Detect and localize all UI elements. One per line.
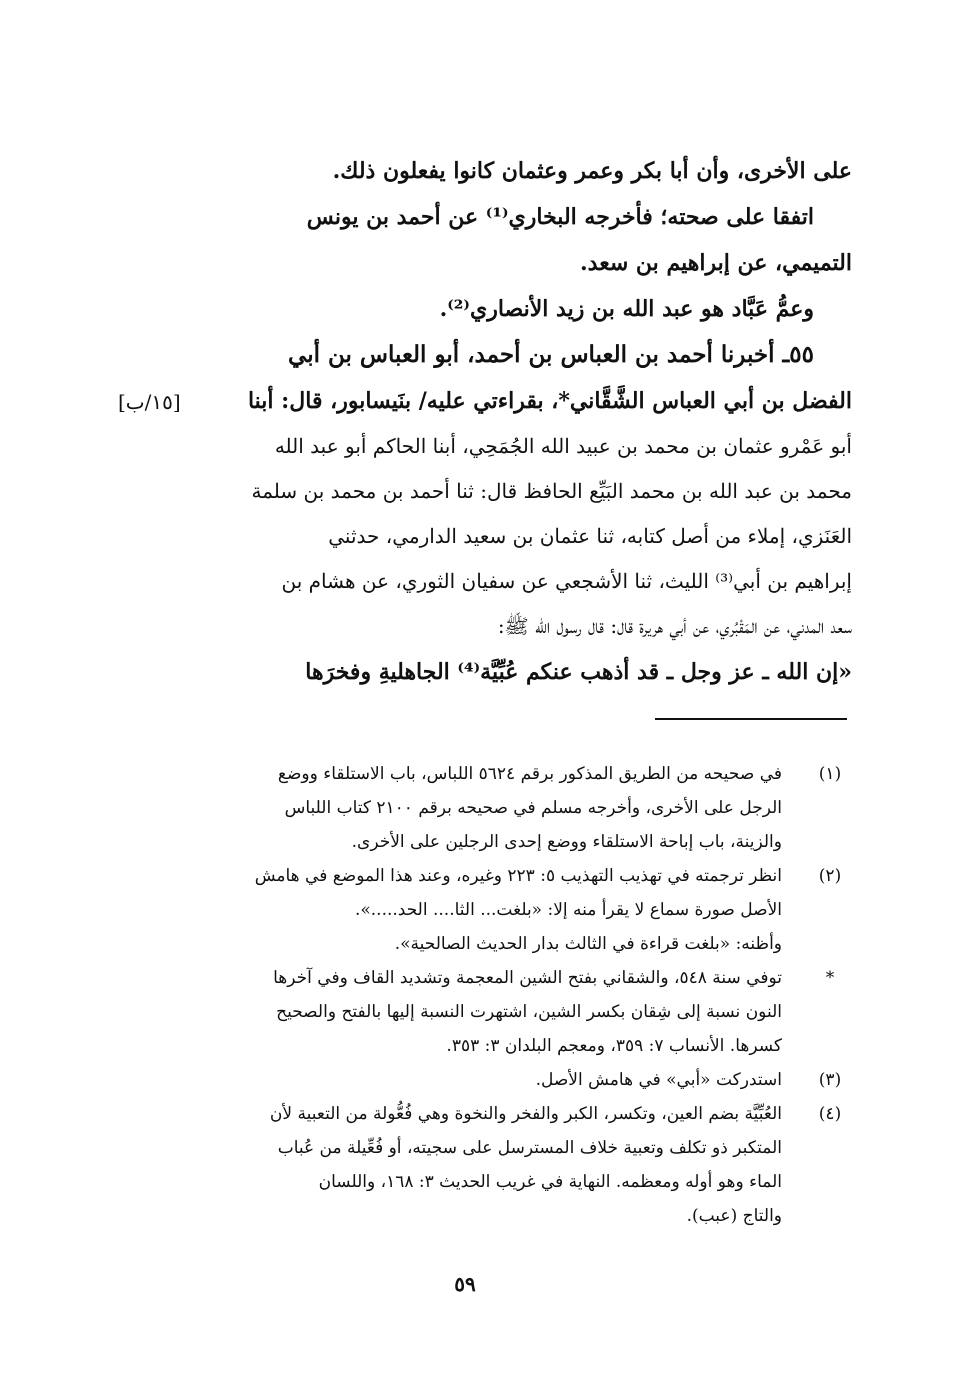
footnote-number: * <box>825 968 835 988</box>
footnote-line: انظر ترجمته في تهذيب التهذيب ٥: ٢٢٣ وغيره، وعند هذا الموضع في هامش <box>254 866 782 886</box>
footnote-divider <box>655 718 847 720</box>
footnote-star <box>232 961 852 1063</box>
main-line-1: على الأخرى، وأن أبا بكر وعمر وعثمان كانوا يفعلون ذلك. <box>332 158 852 184</box>
main-line-10: إبراهيم بن أبي⁽³⁾ الليث، ثنا الأشجعي عن سفيان الثوري، عن هشام بن <box>281 569 852 593</box>
footnote-number: (٤) <box>818 1104 842 1124</box>
footnote-line: الرجل على الأخرى، وأخرجه مسلم في صحيحه برقم ٢١٠٠ كتاب اللباس <box>284 798 782 818</box>
footnote-line: توفي سنة ٥٤٨، والشقاني بفتح الشين المعجمة وتشديد القاف وفي آخرها <box>273 968 782 988</box>
footnote-line: في صحيحه من الطريق المذكور برقم ٥٦٢٤ اللباس، باب الاستلقاء ووضع <box>277 764 782 784</box>
main-line-2: اتفقا على صحته؛ فأخرجه البخاري⁽¹⁾ عن أحمد بن يونس <box>306 204 814 230</box>
main-text-block <box>232 148 852 695</box>
footnote-2 <box>232 859 852 961</box>
footnote-number: (١) <box>818 764 842 784</box>
footnote-line: والتاج (عبب). <box>686 1206 782 1226</box>
margin-folio-note: [١٥/ب] <box>118 390 181 414</box>
footnote-line: كسرها. الأنساب ٧: ٣٥٩، ومعجم البلدان ٣: ٣٥٣. <box>446 1036 782 1056</box>
footnote-1 <box>232 757 852 859</box>
footnote-line: المتكبر ذو تكلف وتعبية خلاف المسترسل على سجيته، أو فُعِّيلة من عُباب <box>277 1138 782 1158</box>
main-line-8: محمد بن عبد الله بن محمد البَيِّع الحافظ قال: ثنا أحمد بن محمد بن سلمة <box>251 479 852 503</box>
footnote-number: (٣) <box>818 1070 842 1090</box>
main-line-6: الفضل بن أبي العباس الشَّقَّاني*، بقراءتي عليه/ بنَيسابور، قال: أبنا <box>247 388 852 414</box>
page-number: ٥٩ <box>454 1272 476 1296</box>
footnote-line: العُبِّيَّة بضم العين، وتكسر، الكبر والفخر والنخوة وهي فُعُّولة من التعبية لأن <box>269 1104 782 1124</box>
footnote-line: والزينة، باب إباحة الاستلقاء ووضع إحدى الرجلين على الأخرى. <box>351 832 782 852</box>
footnotes-section <box>232 757 852 1233</box>
main-line-11: سعد المدني، عن المَقْبُري، عن أبي هريرة قال: قال رسول الله ﷺ: <box>497 614 852 638</box>
footnote-number: (٢) <box>818 866 842 886</box>
footnote-line: استدركت «أبي» في هامش الأصل. <box>535 1070 782 1090</box>
main-line-9: العَنَزي، إملاء من أصل كتابه، ثنا عثمان بن سعيد الدارمي، حدثني <box>328 524 852 548</box>
footnote-3 <box>232 1063 852 1097</box>
footnote-4 <box>232 1097 852 1233</box>
main-line-3: التميمي، عن إبراهيم بن سعد. <box>580 250 852 276</box>
footnote-line: النون نسبة إلى شِقان بكسر الشين، اشتهرت النسبة إليها بالفتح والصحيح <box>276 1002 782 1022</box>
hadith-text-line: «إن الله ـ عز وجل ـ قد أذهب عنكم عُبِّيَّة⁽⁴⁾ الجاهليةِ وفخرَها <box>305 659 852 685</box>
main-line-7: أبو عَمْرو عثمان بن محمد بن عبيد الله الجُمَحِي، أبنا الحاكم أبو عبد الله <box>274 434 852 458</box>
hadith-55-heading: ٥٥ـ أخبرنا أحمد بن العباس بن أحمد، أبو العباس بن أبي <box>288 341 814 368</box>
main-line-4: وعمُّ عَبَّاد هو عبد الله بن زيد الأنصاري⁽²⁾. <box>439 296 814 322</box>
footnote-line: وأظنه: «بلغت قراءة في الثالث بدار الحديث الصالحية». <box>394 934 782 954</box>
footnote-line: الأصل صورة سماع لا يقرأ منه إلا: «بلغت... الثا.... الحد.....». <box>354 900 782 920</box>
footnote-line: الماء وهو أوله ومعظمه. النهاية في غريب الحديث ٣: ١٦٨، واللسان <box>318 1172 782 1192</box>
